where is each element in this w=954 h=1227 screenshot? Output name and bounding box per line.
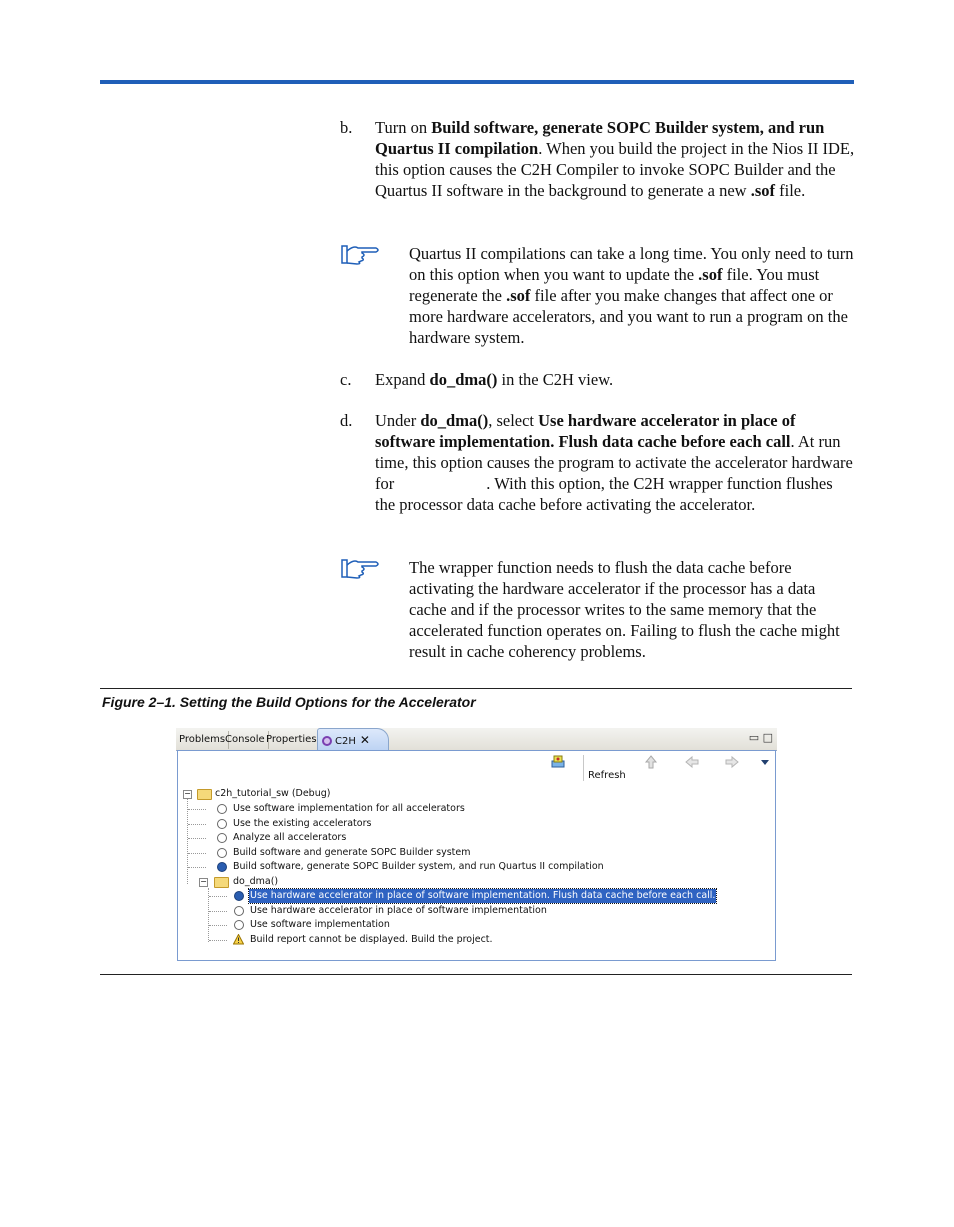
radio-button[interactable] — [217, 804, 227, 814]
option-label: Use the existing accelerators — [233, 818, 372, 829]
figure-bottom-rule — [100, 974, 852, 975]
view-toolbar — [178, 751, 775, 784]
window-controls — [749, 731, 773, 744]
tab-problems[interactable]: Problems — [176, 731, 229, 749]
step-marker: b. — [340, 118, 353, 137]
step-body: Turn on Build software, generate SOPC Builder system, and run Quartus II compilation. When you build the project in the Nios II IDE, this option causes the C2H Compiler to invoke SOPC Builder and the Quartus II software in the background to generate a new .sof file. — [375, 118, 855, 200]
refresh-button[interactable]: Refresh — [588, 770, 626, 781]
warning-label: Build report cannot be displayed. Build the project. — [250, 934, 493, 945]
radio-button[interactable] — [217, 833, 227, 843]
note-body: Quartus II compilations can take a long time. You only need to turn on this option when you want to update the .sof file. You must regenerate the .sof file after you make changes that affect one or more hardware accelerators, and you want to run a program on the hardware system. — [409, 244, 854, 347]
step-body: Expand do_dma() in the C2H view. — [375, 370, 614, 389]
c2h-view-screenshot — [176, 728, 777, 961]
tab-c2h[interactable] — [317, 728, 389, 751]
radio-button[interactable] — [234, 906, 244, 916]
note-2 — [340, 557, 855, 662]
tab-c2h-label: C2H — [335, 736, 356, 747]
radio-button[interactable] — [217, 819, 227, 829]
toolbar-separator — [583, 755, 584, 781]
option-label: Use software implementation for all accelerators — [233, 803, 465, 814]
radio-button-selected[interactable] — [234, 891, 244, 901]
note-1 — [340, 243, 855, 348]
warning-icon — [233, 934, 244, 945]
pointing-hand-icon — [340, 557, 382, 581]
project-label: c2h_tutorial_sw (Debug) — [215, 788, 331, 799]
view-content — [177, 750, 776, 961]
collapse-icon[interactable]: − — [200, 877, 207, 886]
function-option-label: Use hardware accelerator in place of software implementation — [250, 905, 547, 916]
tab-properties[interactable]: Properties — [263, 731, 321, 749]
forward-arrow-icon[interactable] — [725, 755, 739, 769]
option-label: Build software, generate SOPC Builder system, and run Quartus II compilation — [233, 861, 604, 872]
minimize-icon[interactable]: ▭ — [748, 731, 760, 744]
radio-button[interactable] — [217, 848, 227, 858]
header-rule — [100, 80, 854, 84]
project-folder-icon — [197, 789, 212, 800]
view-tab-bar — [176, 728, 777, 751]
refresh-icon[interactable] — [551, 755, 565, 769]
collapse-icon[interactable]: − — [184, 789, 191, 798]
step-b — [340, 117, 855, 201]
option-label: Analyze all accelerators — [233, 832, 347, 843]
function-option-label: Use software implementation — [250, 919, 390, 930]
function-folder-icon — [214, 877, 229, 888]
figure-caption: Figure 2–1. Setting the Build Options for the Accelerator — [102, 694, 476, 710]
view-menu-icon[interactable] — [758, 755, 772, 769]
function-option-label: Use hardware accelerator in place of software implementation. Flush data cache before each call. — [250, 890, 716, 901]
step-c — [340, 369, 855, 390]
option-label: Build software and generate SOPC Builder system — [233, 847, 471, 858]
step-marker: c. — [340, 370, 352, 389]
back-arrow-icon[interactable] — [685, 755, 699, 769]
close-icon[interactable]: ✕ — [359, 733, 370, 747]
step-marker: d. — [340, 411, 353, 430]
pointing-hand-icon — [340, 243, 382, 267]
c2h-icon — [322, 736, 332, 746]
step-d — [340, 410, 855, 515]
figure-top-rule — [100, 688, 852, 689]
radio-button-selected[interactable] — [217, 862, 227, 872]
maximize-icon[interactable]: □ — [762, 731, 773, 744]
step-body: Under do_dma(), select Use hardware accelerator in place of software implementation. Flush data cache before each call. At run time, this option causes the program to activate the accelerator hardware for . With this option, the C2H wrapper function flushes the processor data cache before activating the accelerator. — [375, 411, 853, 514]
function-label: do_dma() — [233, 876, 279, 887]
up-icon[interactable] — [644, 755, 658, 769]
radio-button[interactable] — [234, 920, 244, 930]
tab-console[interactable]: Console — [222, 731, 269, 749]
note-body: The wrapper function needs to flush the data cache before activating the hardware accelerator if the processor has a data cache and if the processor writes to the same memory that the accelerated function operates on. Failing to flush the cache might result in cache coherency problems. — [409, 558, 840, 661]
